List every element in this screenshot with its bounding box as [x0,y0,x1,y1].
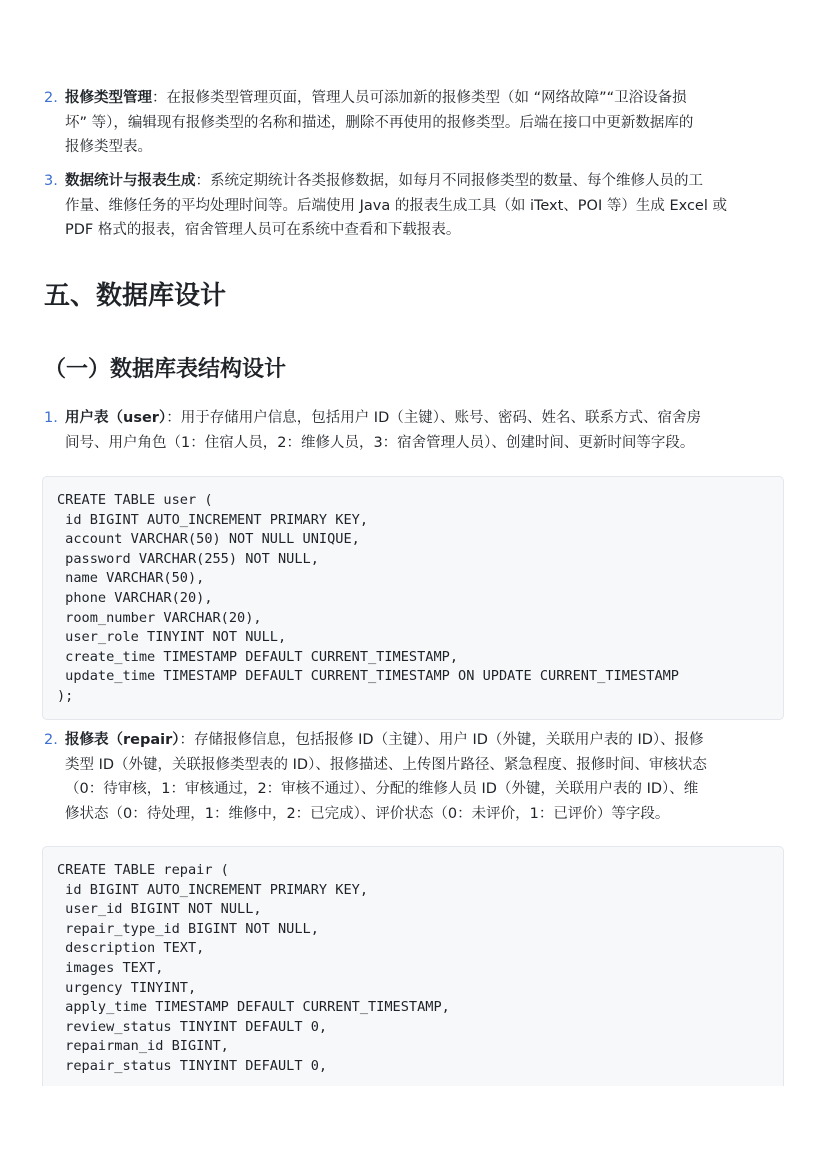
code-line: CREATE TABLE user ( [57,492,213,508]
code-line: id BIGINT AUTO_INCREMENT PRIMARY KEY, [57,511,368,528]
list-item-text [65,406,810,455]
code-line: description TEXT, [57,940,205,957]
text-line: 修状态（0：待处理，1：维修中，2：已完成）、评价状态（0：未评价，1：已评价）等字段。 [65,805,670,822]
code-line: ); [57,687,74,704]
list-number: 2. [44,90,58,106]
code-line: CREATE TABLE repair ( [57,862,229,878]
text-line: 间号、用户角色（1：住宿人员，2：维修人员，3：宿舍管理人员）、创建时间、更新时间等字段。 [65,434,695,451]
code-line: account VARCHAR(50) NOT NULL UNIQUE, [57,531,360,548]
text-line: （0：待审核，1：审核通过，2：审核不通过）、分配的维修人员 ID（外键，关联用户表的 ID）、维 [65,781,699,797]
text-line: 报修类型表。 [65,139,152,155]
subsection-heading: （一）数据库表结构设计 [44,357,287,382]
code-line: review_status TINYINT DEFAULT 0, [57,1018,328,1035]
code-line: create_time TIMESTAMP DEFAULT CURRENT_TIMESTAMP, [57,648,459,665]
text-line: ：用于存储用户信息，包括用户 ID（主键）、账号、密码、姓名、联系方式、宿舍房 [166,410,702,426]
code-block-user [42,476,784,720]
list-item-bold-lead: 报修表（repair） [65,732,180,748]
code-line: password VARCHAR(255) NOT NULL, [57,550,319,567]
text-line: 作量、维修任务的平均处理时间等。后端使用 Java 的报表生成工具（如 iText、POI 等）生成 Excel 或 [65,197,727,214]
list-item-bold-lead: 报修类型管理 [65,90,152,106]
text-line: ：存储报修信息，包括报修 ID（主键）、用户 ID（外键，关联用户表的 ID）、报修 [179,732,704,748]
list-item-text [65,86,810,160]
list-item-repair-table [44,728,810,826]
list-item-user-table [44,406,810,455]
list-item-statistics-reports [44,169,810,243]
code-line: images TEXT, [57,959,164,976]
list-number: 3. [44,173,58,189]
code-line: phone VARCHAR(20), [57,589,213,606]
list-item-bold-lead: 用户表（user） [65,410,167,426]
text-line: 类型 ID（外键，关联报修类型表的 ID）、报修描述、上传图片路径、紧急程度、报修时间、审核状态 [65,756,707,773]
list-item-text [65,728,810,826]
list-item-bold-lead: 数据统计与报表生成 [65,173,196,189]
code-line: apply_time TIMESTAMP DEFAULT CURRENT_TIMESTAMP, [57,999,450,1016]
code-line: user_id BIGINT NOT NULL, [57,901,262,918]
list-item-repair-type-management [44,86,810,160]
code-line: room_number VARCHAR(20), [57,609,262,626]
list-number: 1. [44,410,58,426]
code-line: user_role TINYINT NOT NULL, [57,629,287,646]
code-line: urgency TINYINT, [57,979,197,996]
code-line: repair_type_id BIGINT NOT NULL, [57,920,319,937]
code-line: repair_status TINYINT DEFAULT 0, [57,1057,328,1074]
code-line: update_time TIMESTAMP DEFAULT CURRENT_TIMESTAMP ON UPDATE CURRENT_TIMESTAMP [57,668,679,685]
code-line: name VARCHAR(50), [57,570,205,587]
section-heading: 五、数据库设计 [44,281,227,311]
list-number: 2. [44,732,58,748]
text-line: PDF 格式的报表，宿舍管理人员可在系统中查看和下载报表。 [65,222,461,238]
code-line: id BIGINT AUTO_INCREMENT PRIMARY KEY, [57,881,368,898]
code-line: repairman_id BIGINT, [57,1038,229,1055]
code-block-repair [42,846,784,1086]
text-line: 坏” 等），编辑现有报修类型的名称和描述，删除不再使用的报修类型。后端在接口中更新数据库的 [65,114,694,131]
text-line: ：在报修类型管理页面，管理人员可添加新的报修类型（如 “网络故障”“卫浴设备损 [152,90,687,106]
list-item-text [65,169,810,243]
text-line: ：系统定期统计各类报修数据，如每月不同报修类型的数量、每个维修人员的工 [195,173,703,189]
